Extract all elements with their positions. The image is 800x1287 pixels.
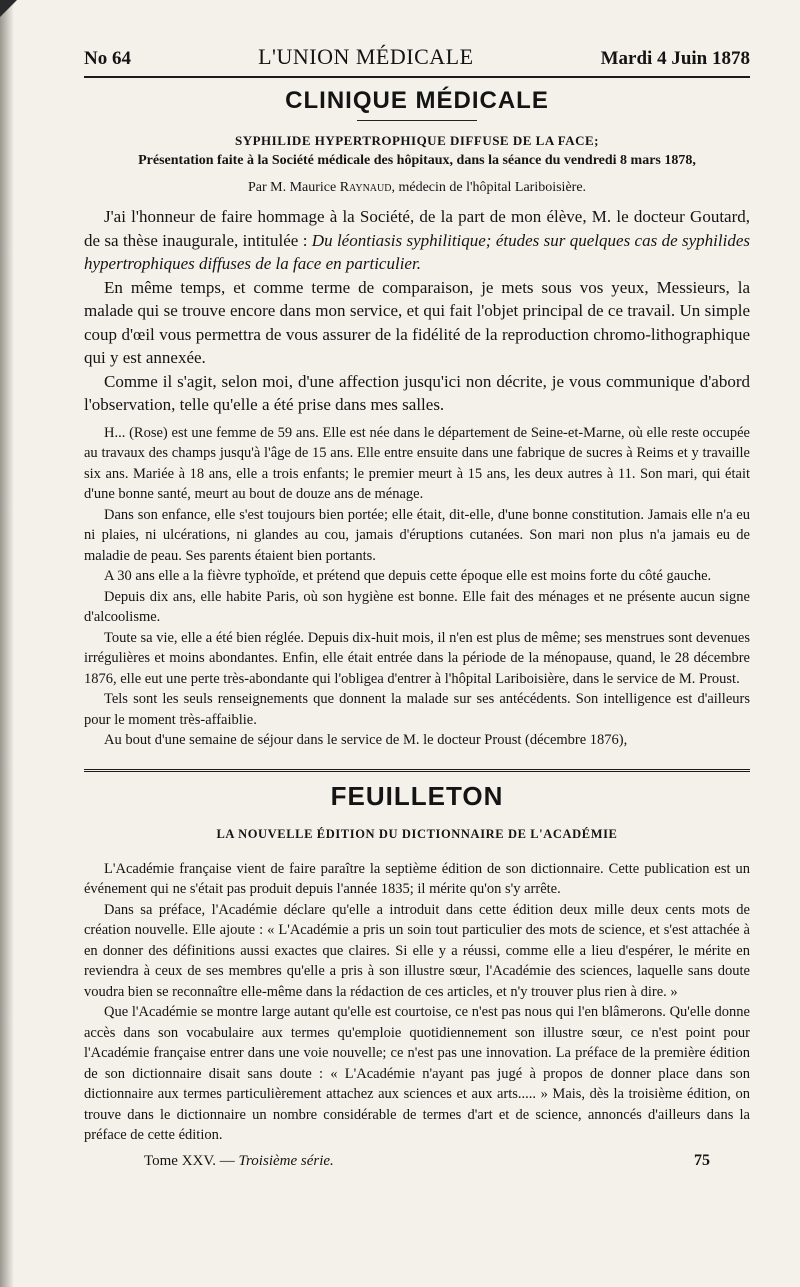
observation-paragraph: A 30 ans elle a la fièvre typhoïde, et prétend que depuis cette époque elle est moins forte du côté gauche. (104, 568, 712, 584)
double-rule (84, 769, 750, 775)
feuilleton-article-title: LA NOUVELLE ÉDITION DU DICTIONNAIRE DE L'ACADÉMIE (216, 826, 618, 841)
article-presentation: Présentation faite à la Société médicale des hôpitaux, dans la séance du vendredi 8 mars 1878, (138, 153, 696, 168)
section-divider (357, 120, 477, 121)
observation-paragraph: Toute sa vie, elle a été bien réglée. Depuis dix-huit mois, il n'en est plus de même; ses menstrues sont devenues irrégulières et moins abondantes. Enfin, elle était entrée dans la période de la ménopause, quand, le 28 décembre 1876, elle eut une perte très-abondante qui l'obligea d'entrer à l'hôpital Lariboisière, dans le service de M. Proust. (84, 629, 750, 687)
feuilleton-text (84, 859, 750, 1146)
article-title: SYPHILIDE HYPERTROPHIQUE DIFFUSE DE LA FACE; (234, 133, 600, 148)
observation-paragraph: Depuis dix ans, elle habite Paris, où son hygiène est bonne. Elle fait des ménages et ne présente aucun signe d'alcoolisme. (84, 588, 750, 625)
observation-paragraph: Au bout d'une semaine de séjour dans le service de M. le docteur Proust (décembre 1876), (104, 732, 628, 748)
author-prefix: Par M. Maurice (247, 180, 337, 195)
page-footer (84, 1152, 750, 1170)
feuilleton-paragraph: Dans sa préface, l'Académie déclare qu'elle a introduit dans cette édition deux mille deux cents mots de création nouvelle. Elle ajoute : « L'Académie a pris un soin tout particulier des mots de science, et s'est attachée à en donner des définitions aussi exactes que claires. Si elle y a réussi, comme elle a lieu d'espérer, le mérite en reviendra à ceux de ses membres qu'elle a pris à son illustre sœur, l'Académie des sciences, laquelle sans doute voudra bien se reconnaître elle-même dans la rédaction de ces articles, et n'y trouver plus rien à dire. » (84, 901, 750, 1000)
observation-paragraph: Dans son enfance, elle s'est toujours bien portée; elle était, dit-elle, d'une bonne constitution. Jamais elle n'a eu ni plaies, ni ulcérations, ni glandes au cou, jamais d'éruptions cutanées. Son mari non plus n'a jamais eu de maladie de peau. Ses parents étaient bien portants. (84, 506, 750, 564)
header-rule (84, 76, 750, 78)
section-title-feuilleton: FEUILLETON (330, 780, 504, 811)
issue-date: Mardi 4 Juin 1878 (600, 48, 750, 69)
observation-text (84, 423, 750, 751)
feuilleton-paragraph: Que l'Académie se montre large autant qu'elle est courtoise, ce n'est pas nous qui l'en blâmerons. Qu'elle donne accès dans son vocabulaire aux termes qu'emploie quotidiennement son illustre sœur, ce n'est point pour l'Académie française entrer dans une voie nouvelle; ce n'est pas une innovation. La préface de la première édition de son dictionnaire disait sans doute : « L'Académie n'ayant pas jugé à propos de donner place dans son dictionnaire aux termes particulièrement attachez aux sciences et aux arts..... » Mais, dès la troisième édition, on trouve dans le dictionnaire un nombre considérable de termes d'art et de science, annoncés d'ailleurs dans la préface de cette édition. (84, 1004, 750, 1143)
intro-text: J'ai l'honneur de faire hommage à la Société, de la part de mon élève, M. le docteur Goutard, de sa thèse inaugurale, intitulée : (84, 207, 750, 250)
observation-paragraph: H... (Rose) est une femme de 59 ans. Elle est née dans le département de Seine-et-Marne, où elle reste occupée au travaux des champs jusqu'à l'âge de 15 ans. Elle entre ensuite dans une fabrique de sucres à Reims et y travaille six ans. Mariée à 18 ans, elle a trois enfants; le premier meurt à 15 ans, les deux autres à 11. Son mari, qui était d'une bonne santé, meurt au bout de douze ans de ménage. (84, 424, 750, 502)
article-author (84, 177, 750, 199)
intro-paragraph: Comme il s'agit, selon moi, d'une affection jusqu'ici non décrite, je vous communique d'abord l'observation, telle qu'elle a été prise dans mes salles. (84, 371, 750, 414)
intro-paragraph: En même temps, et comme terme de comparaison, je mets sous vos yeux, Messieurs, la malade qui se trouve encore dans mon service, et qui fait l'objet principal de ce travail. Un simple coup d'œil vous permettra de vous assurer de la fidélité de la reproduction chromo-lithographique qui y est annexée. (84, 277, 750, 367)
feuilleton-paragraph: L'Académie française vient de faire paraître la septième édition de son dictionnaire. Cette publication est un événement qui ne s'était pas produit depuis l'année 1835; il mérite qu'on s'y arrête. (84, 860, 750, 897)
observation-paragraph: Tels sont les seuls renseignements que donnent la malade sur ses antécédents. Son intelligence est d'ailleurs pour le moment très-affaiblie. (84, 691, 750, 728)
volume-info (144, 1153, 334, 1170)
page-number: 75 (694, 1151, 710, 1169)
article-introduction (84, 205, 750, 417)
torn-corner (0, 0, 24, 18)
author-name: Raynaud (339, 180, 392, 195)
tome-label: Tome XXV. — (144, 1152, 239, 1169)
intro-paragraph (84, 205, 750, 276)
thesis-title: Du léontiasis syphilitique; études sur quelques cas de syphilides hypertrophiques diffuses de la face en particulier. (84, 230, 750, 273)
issue-number: No 64 (84, 48, 131, 69)
journal-title: L'UNION MÉDICALE (258, 44, 474, 69)
series-label: Troisième série. (238, 1152, 334, 1169)
page-binding-shadow (0, 0, 14, 1287)
page-header (84, 44, 750, 72)
section-title-clinique: CLINIQUE MÉDICALE (285, 87, 549, 114)
author-suffix: , médecin de l'hôpital Lariboisière. (391, 180, 587, 195)
feuilleton-separator (84, 769, 750, 775)
